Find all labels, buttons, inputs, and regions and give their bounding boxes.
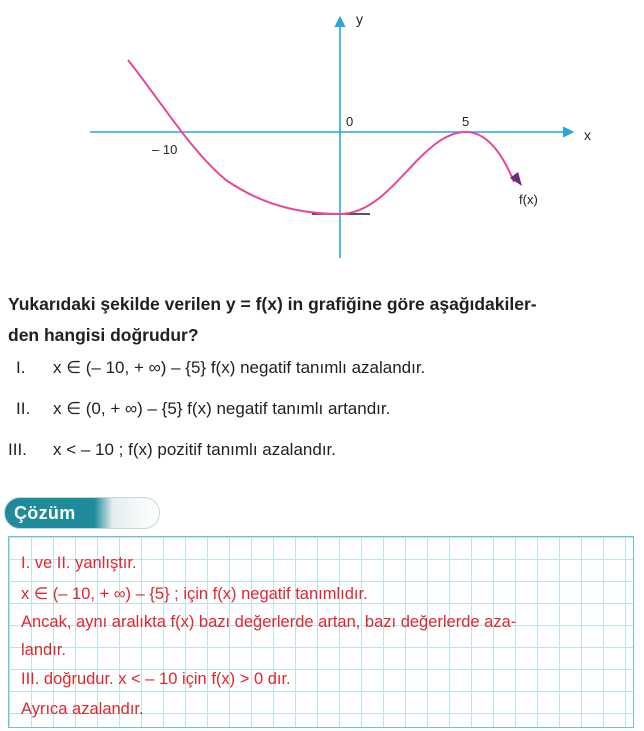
statement-iii — [8, 439, 336, 461]
origin-label: 0 — [346, 114, 354, 129]
curve-label: f(x) — [519, 192, 538, 207]
statement-i — [8, 357, 425, 379]
statement-number: I. — [16, 358, 26, 377]
solution-line: Ancak, aynı aralıkta f(x) bazı değerlerde artan, bazı değerlerde aza- — [21, 613, 517, 631]
question-line-2: den hangisi doğrudur? — [8, 325, 199, 345]
solution-line: I. ve II. yanlıştır. — [21, 554, 137, 572]
tick-label-5: 5 — [462, 114, 470, 129]
statement-number: III. — [8, 440, 27, 459]
statement-number: II. — [16, 399, 31, 418]
y-axis-label: y — [356, 11, 363, 27]
question-line-1: Yukarıdaki şekilde verilen y = f(x) in grafiğine göre aşağıdakiler- — [8, 294, 537, 314]
solution-badge — [4, 497, 160, 529]
statement-text: x ∈ (– 10, + ∞) – {5} f(x) negatif tanımlı azalandır. — [53, 358, 426, 377]
statement-text: x ∈ (0, + ∞) – {5} f(x) negatif tanımlı artandır. — [53, 399, 391, 418]
tick-label-neg10: – 10 — [152, 142, 178, 157]
solution-badge-label: Çözüm — [14, 503, 76, 523]
solution-box — [8, 536, 634, 728]
question-text — [8, 289, 638, 351]
statement-ii — [8, 398, 390, 420]
solution-line: landır. — [21, 641, 66, 659]
solution-line: x ∈ (– 10, + ∞) – {5} ; için f(x) negatif tanımlıdır. — [21, 585, 368, 603]
statement-text: x < – 10 ; f(x) pozitif tanımlı azalandır. — [53, 440, 336, 459]
curve-arrowhead — [510, 172, 522, 186]
x-axis-label: x — [584, 127, 591, 143]
solution-line: Ayrıca azalandır. — [21, 700, 144, 718]
function-graph — [0, 0, 644, 280]
solution-line: III. doğrudur. x < – 10 için f(x) > 0 dır. — [21, 670, 291, 688]
function-curve — [128, 60, 514, 214]
